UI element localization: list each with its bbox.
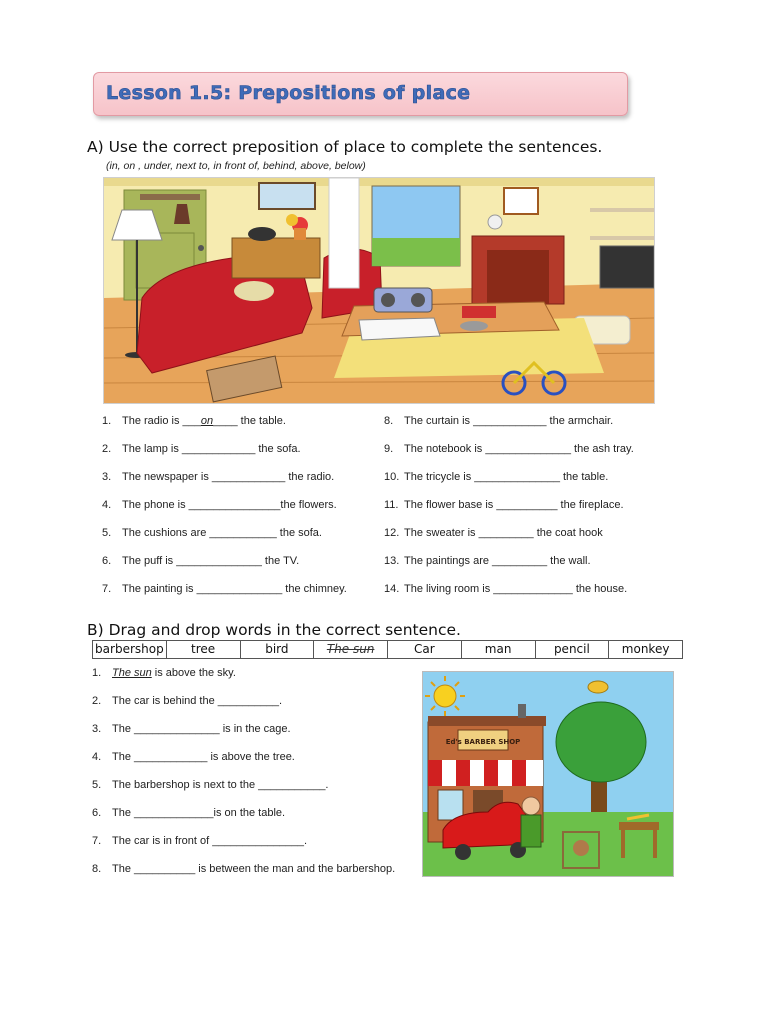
question-a-9[interactable]: 9. The notebook is ______________ the ash tray. (384, 443, 634, 455)
word-tree[interactable]: tree (167, 641, 241, 658)
street-scene-illustration (422, 671, 674, 877)
word-bank (92, 640, 683, 659)
question-a-13[interactable]: 13. The paintings are _________ the wall. (384, 555, 591, 567)
question-a-12[interactable]: 12. The sweater is _________ the coat hook (384, 527, 603, 539)
question-b-8[interactable]: 8. The __________ is between the man and the barbershop. (92, 863, 396, 875)
word-the-sun[interactable]: The sun (314, 641, 388, 658)
answer-the-sun[interactable]: The sun (112, 667, 152, 679)
question-b-3[interactable]: 3. The ______________ is in the cage. (92, 723, 291, 735)
section-a-heading: A) Use the correct preposition of place to complete the sentences. (87, 138, 603, 156)
question-a-14[interactable]: 14. The living room is _____________ the house. (384, 583, 628, 595)
question-a-7[interactable]: 7. The painting is ______________ the chimney. (102, 583, 347, 595)
word-monkey[interactable]: monkey (621, 642, 670, 656)
section-b-heading: B) Drag and drop words in the correct sentence. (87, 621, 461, 639)
word-bird[interactable]: bird (241, 641, 315, 658)
question-a-6[interactable]: 6. The puff is ______________ the TV. (102, 555, 300, 567)
lesson-title-box (93, 72, 628, 116)
question-b-1: 1. The sun is above the sky. (92, 667, 236, 679)
living-room-illustration (103, 177, 655, 404)
answer-on[interactable]: on (200, 415, 214, 427)
question-b-6[interactable]: 6. The _____________is on the table. (92, 807, 286, 819)
barbershop-sign: Ed's BARBER SHOP (445, 738, 521, 746)
word-pencil[interactable]: pencil (536, 641, 610, 658)
question-b-7[interactable]: 7. The car is in front of _______________. (92, 835, 308, 847)
preposition-hint: (in, on , under, next to, in front of, behind, above, below) (106, 160, 366, 172)
question-a-8[interactable]: 8. The curtain is ____________ the armchair. (384, 415, 614, 427)
question-b-2[interactable]: 2. The car is behind the __________. (92, 695, 283, 707)
question-a-4[interactable]: 4. The phone is _______________the flowers. (102, 499, 337, 511)
question-a-3[interactable]: 3. The newspaper is ____________ the radio. (102, 471, 335, 483)
question-a-11[interactable]: 11. The flower base is __________ the fireplace. (384, 499, 624, 511)
word-car[interactable]: Car (388, 641, 462, 658)
question-a-10[interactable]: 10. The tricycle is ______________ the table. (384, 471, 609, 483)
question-b-5[interactable]: 5. The barbershop is next to the ___________. (92, 779, 329, 791)
question-a-2[interactable]: 2. The lamp is ____________ the sofa. (102, 443, 301, 455)
question-a-5[interactable]: 5. The cushions are ___________ the sofa. (102, 527, 322, 539)
lesson-title: Lesson 1.5: Prepositions of place (106, 82, 471, 104)
word-barbershop[interactable]: barbershop (93, 641, 167, 658)
question-b-4[interactable]: 4. The ____________ is above the tree. (92, 751, 295, 763)
question-a-1: 1. The radio is ___on____ the table. (102, 415, 286, 427)
word-man[interactable]: man (462, 641, 536, 658)
